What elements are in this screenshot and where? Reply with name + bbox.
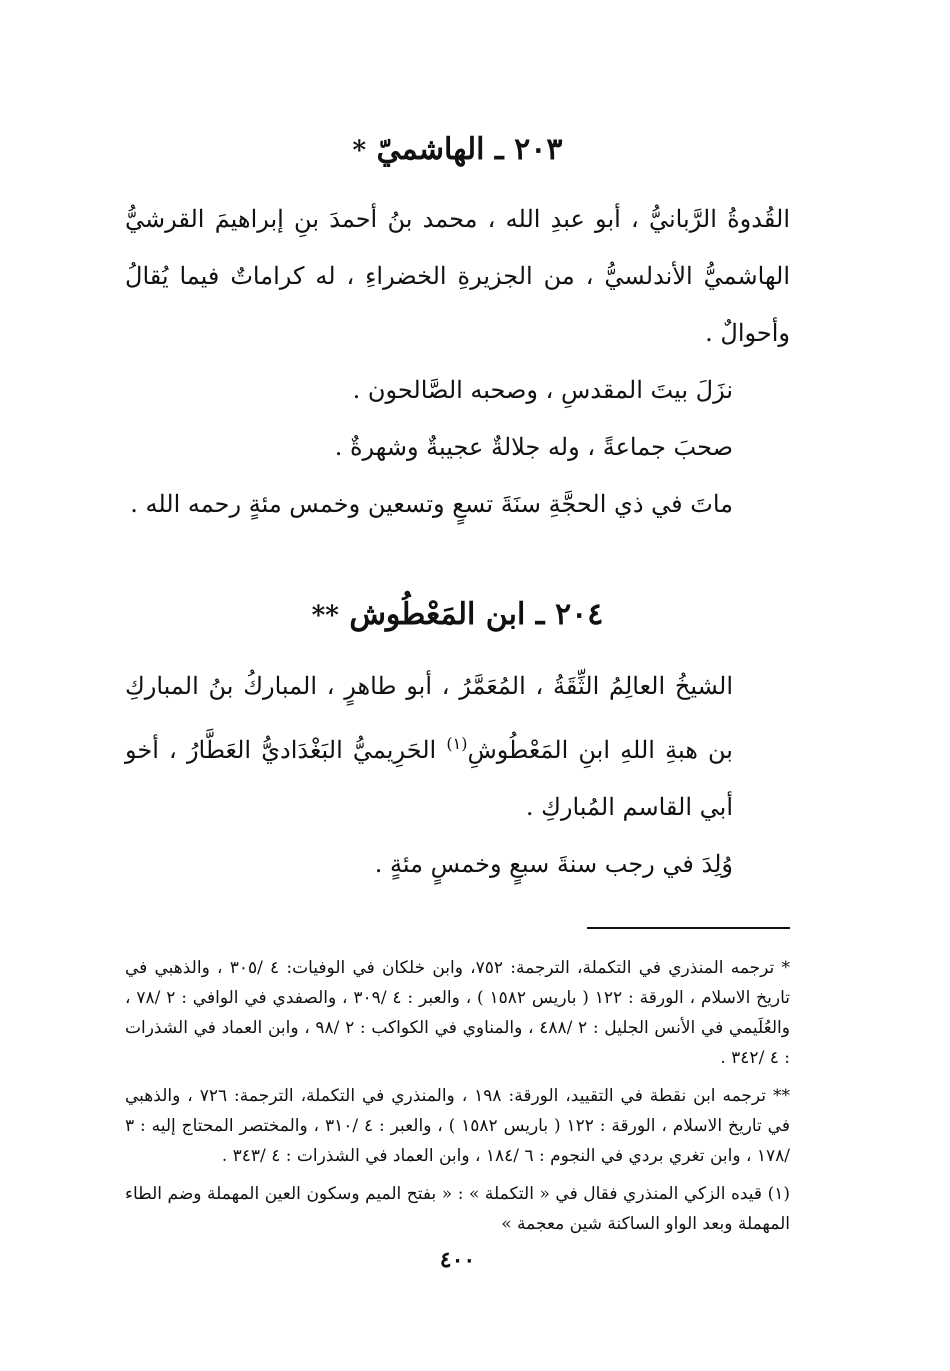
footnote-separator	[587, 927, 790, 929]
book-page	[125, 120, 790, 1320]
footnote: * ترجمه المنذري في التكملة، الترجمة: ٧٥٢، وابن خلكان في الوفيات: ٤ /٣٠٥ ، والذهبي في تاريخ الاسلام ، الورقة : ١٢٢ ( باريس ١٥٨٢ ) ، والعبر : ٤ /٣٠٩ ، والصفدي في الوافي : ٢ /٧٨ ، والعُلَيمي في الأنس الجليل : ٢ /٤٨٨ ، والمناوي في الكواكب : ٢ /٩٨ ، وابن العماد في الشذرات : ٤ /٣٤٢ .	[125, 958, 791, 1068]
entry-intro-part2: الحَرِيميُّ البَغْدَاديُّ العَطَّارُ ، أخو أبي القاسم المُباركِ .	[125, 736, 733, 821]
footnote-reference: (١)	[446, 734, 468, 753]
entry-line: ماتَ في ذي الحجَّةِ سنَةَ تسعٍ وتسعين وخمس مئةٍ رحمه الله .	[130, 490, 733, 518]
entry-heading-203	[125, 130, 790, 169]
footnotes	[125, 953, 790, 1239]
entry-line: وُلِدَ في رجب سنةَ سبعٍ وخمسٍ مئةٍ .	[374, 850, 733, 878]
entry-intro	[125, 658, 790, 836]
footnote: (١) قيده الزكي المنذري فقال في « التكملة » : « بفتح الميم وسكون العين المهملة وضم الطاء المهملة وبعد الواو الساكنة شين معجمة »	[125, 1184, 790, 1234]
page-number: ٤٠٠	[439, 1247, 476, 1273]
footnote-marker: *	[352, 136, 367, 166]
entry-line: نزَلَ بيتَ المقدسِ ، وصحبه الصَّالحون .	[352, 376, 733, 404]
entry-title: ٢٠٣ ـ الهاشميّ	[376, 132, 563, 167]
entry-line: صحبَ جماعةً ، وله جلالةٌ عجيبةٌ وشهرةٌ .	[334, 433, 733, 461]
entry-title: ٢٠٤ ـ ابن المَعْطُوش	[349, 597, 604, 632]
entry-body-204	[125, 658, 790, 893]
entry-body-203	[125, 191, 790, 533]
footnote-marker: **	[311, 601, 339, 631]
entry-intro-part1: الشيخُ العالِمُ الثِّقَةُ ، المُعَمَّرُ ، أبو طاهرٍ ، المباركُ بنُ المباركِ بن هبةِ اللهِ ابنِ المَعْطُوشِ	[125, 672, 733, 764]
footnote: ** ترجمه ابن نقطة في التقييد، الورقة: ١٩٨ ، والمنذري في التكملة، الترجمة: ٧٢٦ ، والذهبي في تاريخ الاسلام ، الورقة : ١٢٢ ( باريس ١٥٨٢ ) ، والعبر : ٤ /٣١٠ ، والمختصر المحتاج إليه : ٣ /١٧٨ ، وابن تغري بردي في النجوم : ٦ /١٨٤ ، وابن العماد في الشذرات : ٤ /٣٤٣ .	[125, 1086, 790, 1166]
entry-intro: القُدوةُ الرَّبانيُّ ، أبو عبدِ الله ، محمد بنُ أحمدَ بنِ إبراهيمَ القرشيُّ الهاشميُّ الأندلسيُّ ، من الجزيرةِ الخضراءِ ، له كراماتٌ فيما يُقالُ وأحوالٌ .	[125, 205, 790, 347]
entry-heading-204	[125, 595, 790, 634]
